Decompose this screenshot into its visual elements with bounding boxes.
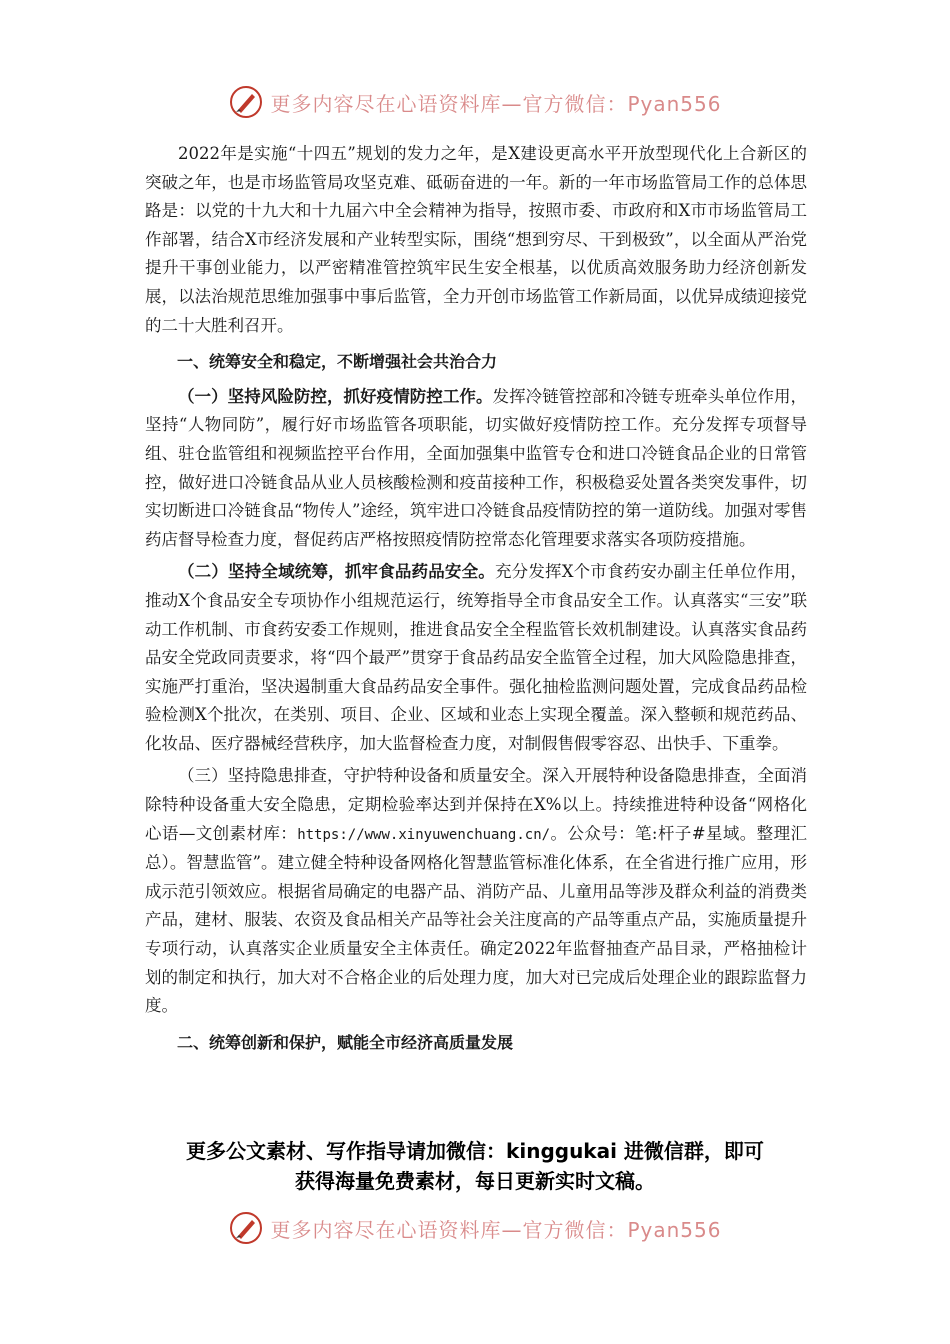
item-1-body: 发挥冷链管控部和冷链专班牵头单位作用，坚持“人物同防”，履行好市场监管各项职能，切实做好疫情防控工作。充分发挥专项督导组、驻仓监管组和视频监控平台作用，全面加强集中监管专仓和进口冷链食品企业的日常管控，做好进口冷链食品从业人员核酸检测和疫苗接种工作，积极稳妥处置各类突发事件，切实切断进口冷链食品“物传人”途经，筑牢进口冷链食品疫情防控的第一道防线。加强对零售药店督导检查力度，督促药店严格按照疫情防控常态化管理要求落实各项防疫措施。 (145, 386, 808, 549)
watermark-text: 更多内容尽在心语资料库—官方微信：Pyan556 (270, 1217, 722, 1242)
section-heading-1: 一、统筹安全和稳定，不断增强社会共治合力 (177, 352, 498, 372)
item-3-text-b: 。公众号：笔:杆子#星域。整理汇总）。智慧监管”。建立健全特种设备网格化智慧监管标准化体系，在全省进行推广应用，形成示范引领效应。根据省局确定的电器产品、消防产品、儿童用品等涉及群众利益的消费类产品，建材、服装、农资及食品相关产品等社会关注度高的产品等重点产品，实施质量提升专项行动，认真落实企业质量安全主体责任。确定2022年监督抽查产品目录，严格抽检计划的制定和执行，加大对不合格企业的后处理力度，加大对已完成后处理企业的跟踪监督力度。 (145, 823, 807, 1016)
item-3-url: https://www.xinyuwenchuang.cn/ (297, 826, 551, 843)
intro-paragraph: 2022年是实施“十四五”规划的发力之年，是X建设更高水平开放型现代化上合新区的突破之年，也是市场监管局攻坚克难、砥砺奋进的一年。新的一年市场监管局工作的总体思路是：以党的十九大和十九届六中全会精神为指导，按照市委、市政府和X市市场监管局工作部署，结合X市经济发展和产业转型实际，围绕“想到穷尽、干到极致”，以全面从严治党提升干事创业能力，以严密精准管控筑牢民生安全根基，以优质高效服务助力经济创新发展，以法治规范思维加强事中事后监管，全力开创市场监管工作新局面，以优异成绩迎接党的二十大胜利召开。 (145, 144, 807, 335)
watermark-text: 更多内容尽在心语资料库—官方微信：Pyan556 (270, 91, 722, 116)
section-heading-2: 二、统筹创新和保护，赋能全市经济高质量发展 (177, 1032, 514, 1052)
watermark-footer (0, 1208, 950, 1248)
item-1-lead: （一）坚持风险防控，抓好疫情防控工作。 (178, 386, 493, 406)
watermark-header (0, 82, 950, 122)
pen-logo-icon (228, 1210, 264, 1246)
promo-line-2: 获得海量免费素材，每日更新实时文稿。 (295, 1169, 655, 1193)
promo-block (100, 1136, 850, 1196)
item-2-body: 充分发挥X个市食药安办副主任单位作用，推动X个食品安全专项协作小组规范运行，统筹指导全市食品安全工作。认真落实“三安”联动工作机制、市食药安委工作规则，推进食品安全全程监管长效机制建设。认真落实食品药品安全党政同责要求，将“四个最严”贯穿于食品药品安全监管全过程，加大风险隐患排查，实施严打重治，坚决遏制重大食品药品安全事件。强化抽检监测问题处置，完成食品药品检验检测X个批次，在类别、项目、企业、区域和业态上实现全覆盖。深入整顿和规范药品、化妆品、医疗器械经营秩序，加大监督检查力度，对制假售假零容忍、出快手、下重拳。 (145, 562, 807, 753)
paragraph-item-1 (145, 383, 807, 555)
item-3-text-a: （三）坚持隐患排查，守护特种设备和质量安全。深入开展特种设备隐患排查，全面消除特种设备重大安全隐患，定期检验率达到并保持在X%以上。持续推进特种设备“网格化心语—文创素材库： (145, 766, 807, 843)
paragraph-item-3 (145, 762, 807, 1020)
pen-logo-icon (228, 84, 264, 120)
item-2-lead: （二）坚持全域统筹，抓牢食品药品安全。 (178, 562, 495, 582)
promo-line-1: 更多公文素材、写作指导请加微信：kinggukai 进微信群，即可 (186, 1139, 764, 1163)
document-body (145, 140, 807, 1063)
paragraph-item-2 (145, 558, 807, 758)
